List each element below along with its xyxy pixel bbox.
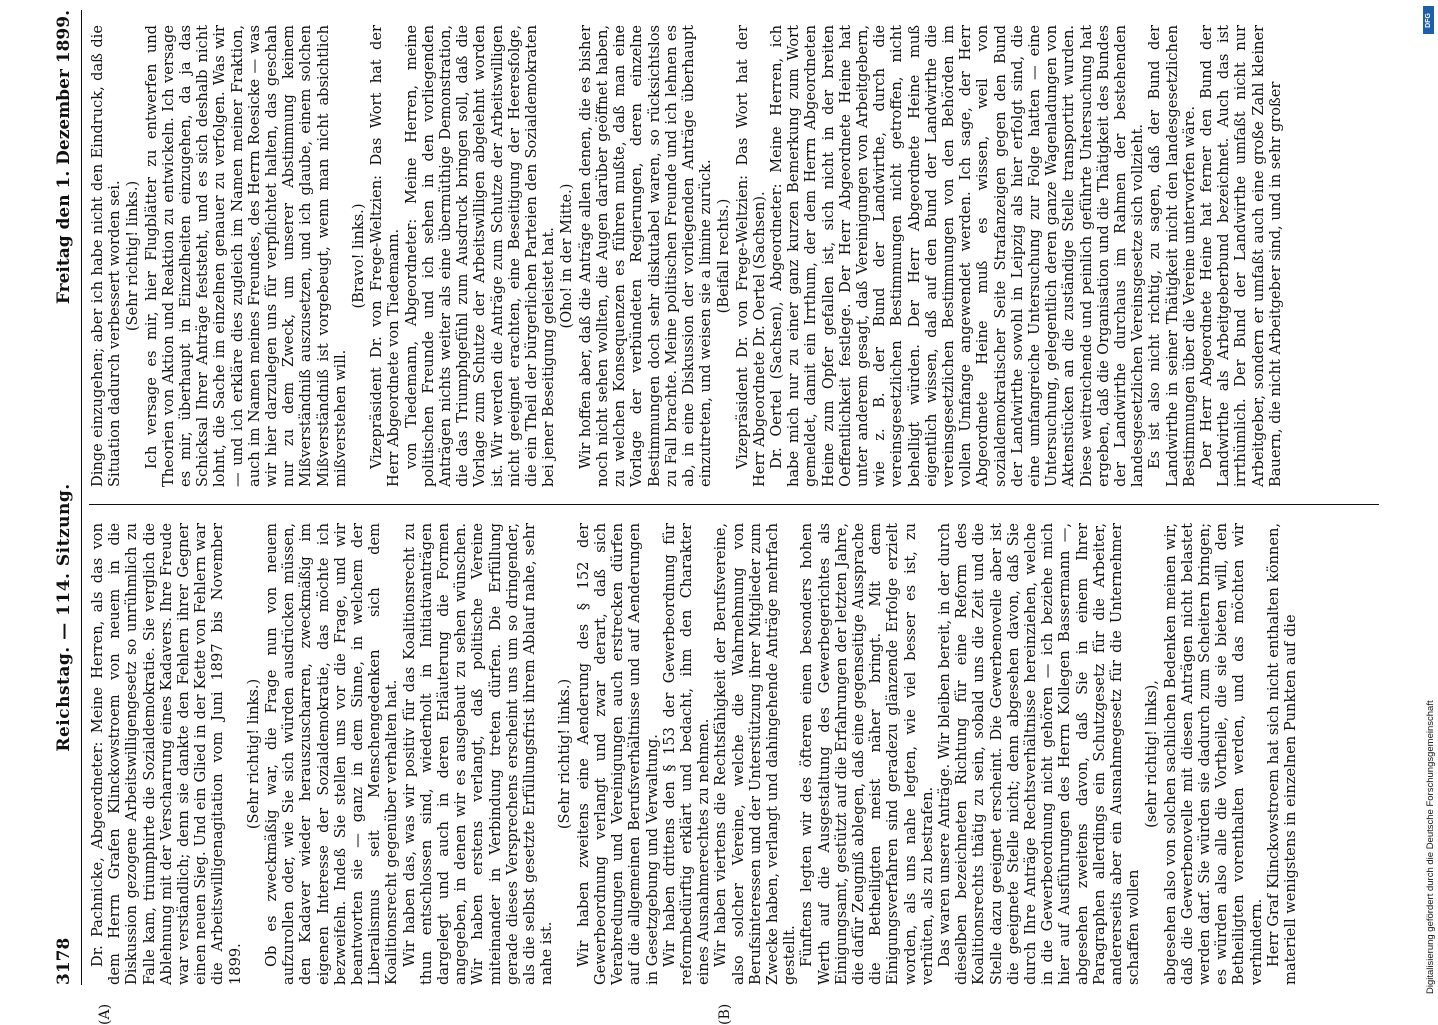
paragraph: Wir haben drittens den § 153 der Gewerbeordnung für reformbedürftig erklärt und bedacht, ihm den Charakter eines Ausnahmerechtes zu nehmen. — [660, 523, 713, 985]
left-column — [89, 523, 1379, 985]
dfg-logo: DFG — [1423, 6, 1434, 34]
interjection: (Sehr richtig! links.) — [244, 678, 262, 830]
paragraph: Das waren unsere Anträge. Wir bleiben bereit, in der durch dieselben bezeichneten Richtung für eine Reform des Koalitionsrechts thätig zu sein, sobald uns die Zeit und die Stelle dazu geeignet erscheint. Die Gewerbenovelle aber ist die geeignete Stelle nicht; denn abgesehen davon, daß Sie durch Ihre Anträge Rechtsverhältnisse hereinziehen, welche in die Gewerbeordnung nicht gehören — ich beziehe mich hier auf Ausführungen des Herrn Kollegen Bassermann —, abgesehen zweitens davon, daß Sie in einem Ihrer Paragraphen allerdings ein Schutzgesetz für die Arbeiter, andererseits aber ein Ausnahmegesetz für die Unternehmer schaffen wollen — [935, 523, 1143, 985]
column-divider — [89, 504, 1379, 505]
paragraph: von Tiedemann, Abgeordneter: Meine Herren, meine politischen Freunde und ich sehen in den vorliegenden Anträgen nichts weiter als eine übermüthige Demonstration, die das Triumphgefühl zum Ausdruck bringen soll, daß die Vorlage zum Schutze der Arbeitswilligen abgelehnt worden ist. Wir werden die Anträge zum Schutze der Arbeitswilligen nicht geeignet erachten, eine Beseitigung der Heeresfolge, die ein Theil der bürgerlichen Parteien den Sozialdemokraten bei jener Beseitigung geleistet hat. — [402, 25, 558, 487]
paragraph: Ich versage es mir, hier Flugblätter zu entwerfen und Theorien von Aktion und Reaktion zu entwickeln. Ich versage es mir, überhaupt in Einzelheiten einzugehen, da ja das Schicksal Ihrer Anträge feststeht, und es sich deshalb nicht lohnt, die Sache im einzelnen genauer zu verfolgen. Was wir — und ich erkläre dies zugleich im Namen meiner Fraktion, auch im Namen meines Freundes, des Herrn Roesicke — was wir hier darzulegen uns für verpflichtet halten, das geschah nur zu dem Zweck, um unserer Abstimmung keinem Mißverständniß auszusetzen, und ich glaube, einem solchen Mißverständniß ist vorgebeugt, wenn man nicht absichtlich mißverstehen will. — [142, 25, 349, 487]
digitization-note — [1424, 4, 1438, 994]
paragraph: Ob es zweckmäßig war, die Frage nun von neuem aufzurollen oder, wie Sie sich würden ausdrücken müssen, den Kadaver wieder herauszuscharren, zweckmäßig im eigenen Interesse der Sozialdemokratie, das möchte ich bezweifeln. Indeß Sie stellen uns vor die Frage, und wir beantworten sie — ganz in dem Sinne, in welchem der Liberalismus seit Menschengedenken sich dem Koalitionsrecht gegenüber verhalten hat. — [263, 523, 401, 985]
paragraph: abgesehen also von solchen sachlichen Bedenken meinen wir, daß die Gewerbenovelle mit diesen Anträgen nicht belastet werden darf. Sie würden sie dadurch zum Scheitern bringen; es würden also alle die Vortheile, die sie bieten will, den Betheiligten vorenthalten werden, und das möchten wir verhindern. — [1161, 523, 1265, 985]
interjection: (Oho! in der Mitte.) — [558, 183, 576, 329]
paragraph: Herr Graf Klinckowstroem hat sich nicht enthalten können, materiell wenigstens in einzelnen Punkten auf die — [1264, 523, 1300, 985]
right-column — [89, 25, 1379, 487]
interjection: (Beifall rechts.) — [715, 198, 733, 314]
margin-marker-a: (A) — [97, 1003, 113, 1025]
interjection: (sehr richtig! links), — [1143, 680, 1161, 828]
rotated-page — [47, 10, 1387, 1025]
page-header — [47, 10, 82, 985]
paragraph: Dinge einzugehen; aber ich habe nicht den Eindruck, daß die Situation dadurch verbessert worden sei. — [89, 25, 124, 487]
paragraph: Fünftens legten wir des öfteren einen besonders hohen Werth auf die Ausgestaltung des Gewerbegerichtes als Einigungsamt, gestützt auf die Erfahrungen der letzten Jahre, die dafür Zeugniß ablegen, daß eine gegenseitige Aussprache die Betheiligten meist näher bringt. Mit dem Einigungsverfahren sind geradezu glänzende Erfolge erzielt worden, als uns nahe legten, wie viel besser es ist, zu verhüten, als zu bestrafen. — [798, 523, 936, 985]
paragraph: Es ist also nicht richtig, zu sagen, daß der Bund der Landwirthe in seiner Thätigkeit nicht den landesgesetzlichen Bestimmungen über die Vereine unterworfen wäre. — [1146, 25, 1198, 487]
paragraph: Vizepräsident Dr. von Frege-Weltzien: Das Wort hat der Herr Abgeordnete von Tiedemann. — [368, 25, 403, 487]
page-number: 3178 — [54, 937, 74, 985]
margin-marker-b: (B) — [717, 1003, 733, 1025]
paragraph: Dr. Pachnicke, Abgeordneter: Meine Herren, als das von dem Herrn Grafen Klinckowstroem von neuem in die Diskussion gezogene Arbeitswilligengesetz so unrühmlich zu Falle kam, triumphirte die Sozialdemokratie. Sie verglich die Ablehnung mit der Verscharrung eines Kadavers. Ihre Freude war verständlich; denn sie dankte den Fehlern ihrer Gegner einen neuen Sieg. Und ein Glied in der Kette von Fehlern war die Arbeitswilligenagitation vom Juni 1897 bis November 1899. — [89, 523, 244, 985]
paragraph: Wir haben das, was wir positiv für das Koalitionsrecht zu thun entschlossen sind, wiederholt in Initiativanträgen dargelegt und auch in deren Erläuterung die Formen angegeben, in denen wir es ausgebaut zu sehen wünschen. Wir haben erstens verlangt, daß politische Vereine miteinander in Verbindung treten dürfen. Die Erfüllung gerade dieses Versprechens erscheint uns um so dringender, als die selbst gesetzte Erfüllungsfrist ihrem Ablauf nahe, sehr nahe ist. — [400, 523, 556, 985]
interjection: (Sehr richtig! links.) — [124, 180, 142, 332]
paragraph: Wir haben zweitens eine Aenderung des § 152 der Gewerbeordnung verlangt und zwar derart, daß sich Verabredungen und Vereinigungen auch erstrecken dürfen auf die allgemeinen Berufsverhältnisse und auf Aenderungen in Gesetzgebung und Verwaltung. — [574, 523, 661, 985]
session-title: Reichstag. — 114. Sitzung. — [54, 483, 74, 752]
paragraph: Wir haben viertens die Rechtsfähigkeit der Berufsvereine, also solcher Vereine, welche die Wahrnehmung von Berufsinteressen und der Unterstützung ihrer Mitglieder zum Zwecke haben, verlangt und dahingehende Anträge mehrfach gestellt. — [712, 523, 799, 985]
paragraph: Dr. Oertel (Sachsen), Abgeordneter: Meine Herren, ich habe mich nur zu einer ganz kurzen Bemerkung zum Wort gemeldet, damit ein Irrthum, der dem Herrn Abgeordneten Heine zum Opfer gefallen ist, sich nicht in der breiten Oeffentlichkeit festlege. Der Herr Abgeordnete Heine hat unter anderem gesagt, daß Vereinigungen von Arbeitgebern, wie z. B. der Bund der Landwirthe, durch die vereinsgesetzlichen Bestimmungen nicht getroffen, nicht behelligt würden. Der Herr Abgeordnete Heine muß eigentlich wissen, daß auf den Bund der Landwirthe die vereinsgesetzlichen Bestimmungen von den Behörden im vollen Umfange angewendet werden. Ich sage, der Herr Abgeordnete Heine muß es wissen, weil von sozialdemokratischer Seite Strafanzeigen gegen den Bund der Landwirthe sowohl in Leipzig als hier erfolgt sind, die eine umfangreiche Untersuchung zur Folge hatten — eine Untersuchung, gelegentlich deren ganze Wagenladungen von Aktenstücken an die zuständige Stelle transportirt wurden. Diese weitreichende und peinlich geführte Untersuchung hat ergeben, daß die Organisation und die Thätigkeit des Bundes der Landwirthe durchaus im Rahmen der bestehenden landesgesetzlichen Vereinsgesetze sich vollzieht. — [767, 25, 1147, 487]
digitization-text: Digitalisierung gefördert durch die Deutsche Forschungsgemeinschaft — [1425, 700, 1436, 994]
interjection: (Bravo! links.) — [350, 203, 368, 309]
interjection: (Sehr richtig! links.) — [556, 678, 574, 830]
session-date: Freitag den 1. Dezember 1899. — [54, 10, 74, 305]
paragraph: Vizepräsident Dr. von Frege-Weltzien: Das Wort hat der Herr Abgeordnete Dr. Oertel (Sachsen). — [733, 25, 768, 487]
paragraph: Wir hoffen aber, daß die Anträge allen denen, die es bisher noch nicht sehen wollten, die Augen darüber geöffnet haben, zu welchen Konsequenzen es führen mußte, daß man eine Vorlage der verbündeten Regierungen, deren einzelne Bestimmungen doch sehr diskutabel waren, so rücksichtslos zu Fall brachte. Meine politischen Freunde und ich lehnen es ab, in eine Diskussion der vorliegenden Anträge überhaupt einzutreten, und weisen sie a limine zurück. — [576, 25, 715, 487]
paragraph: Der Herr Abgeordnete Heine hat ferner den Bund der Landwirthe als Arbeitgeberbund bezeichnet. Auch das ist irrthümlich. Der Bund der Landwirthe umfaßt nicht nur Arbeitgeber, sondern er umfaßt auch eine große Zahl kleiner Bauern, die nicht Arbeitgeber sind, und in sehr großer — [1198, 25, 1284, 487]
